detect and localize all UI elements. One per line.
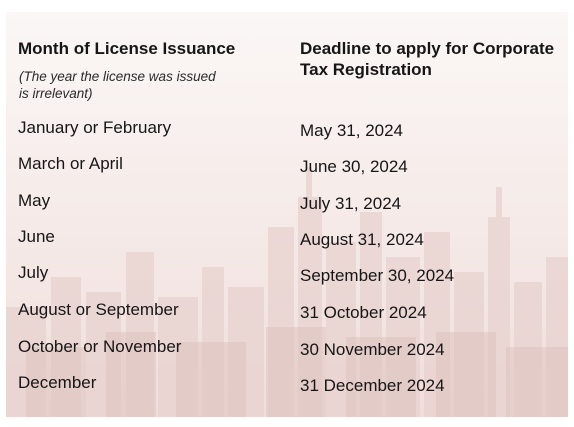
deadline-column (300, 12, 560, 417)
deadline-header: Deadline to apply for Corporate Tax Registration (300, 39, 555, 79)
deadline-cell: 31 October 2024 (300, 303, 427, 322)
license-month-cell: August or September (18, 300, 179, 319)
license-month-cell: October or November (18, 337, 182, 356)
deadline-cell: 31 December 2024 (300, 376, 445, 395)
deadline-cell: May 31, 2024 (300, 121, 404, 140)
deadline-cell: 30 November 2024 (300, 340, 445, 359)
license-month-cell: January or February (18, 118, 172, 137)
deadline-cell: July 31, 2024 (300, 194, 402, 213)
license-month-header: Month of License Issuance (18, 39, 236, 58)
license-month-column (18, 12, 288, 417)
license-month-cell: May (18, 191, 51, 210)
deadline-cell: August 31, 2024 (300, 230, 424, 249)
license-month-cell: June (18, 227, 55, 246)
deadline-cell: September 30, 2024 (300, 266, 455, 285)
deadline-table-card (6, 12, 568, 417)
deadline-cell: June 30, 2024 (300, 157, 408, 176)
license-month-cell: July (18, 263, 49, 282)
license-month-cell: March or April (18, 154, 123, 173)
license-month-cell: December (18, 373, 97, 392)
license-year-note: (The year the license was issued is irrelevant) (19, 69, 216, 101)
